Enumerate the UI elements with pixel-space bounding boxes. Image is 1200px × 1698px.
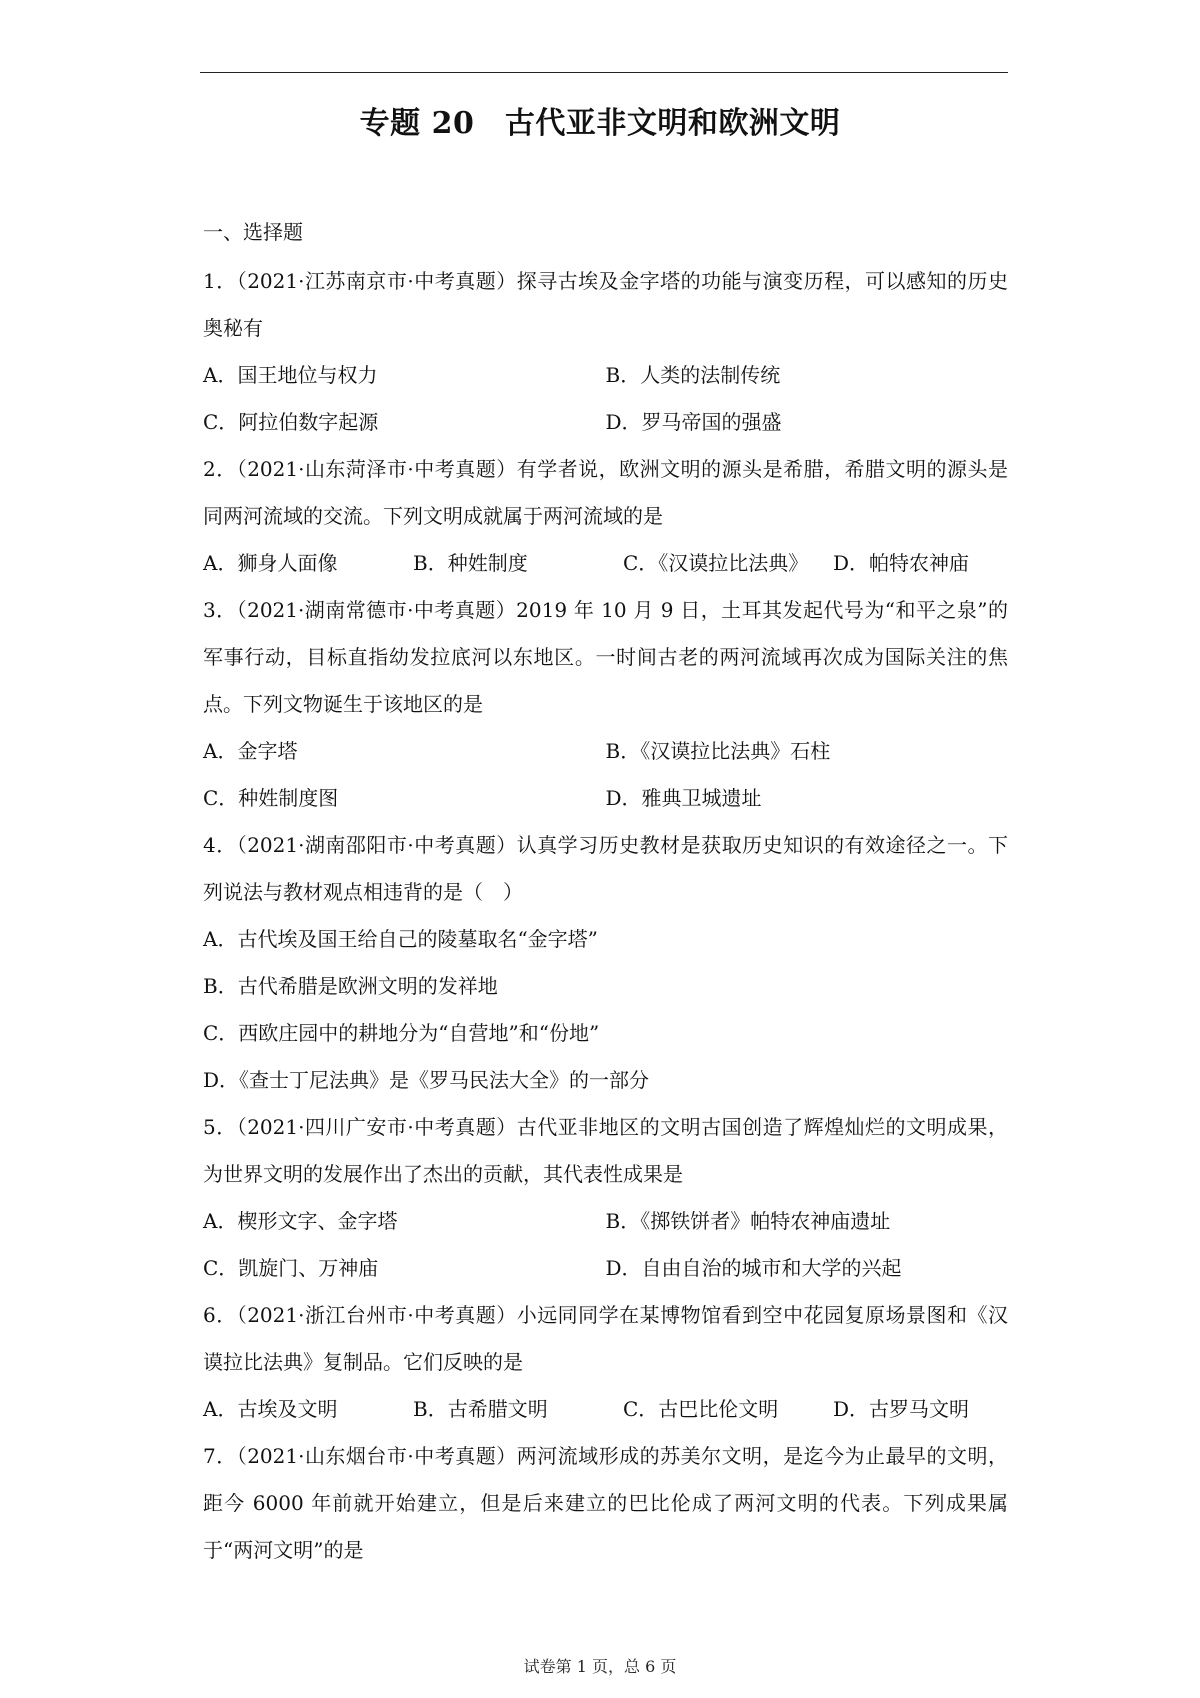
option-a: A．金字塔 [203, 739, 298, 763]
question-4 [203, 822, 1008, 1104]
options [203, 728, 1008, 822]
option-b: B．种姓制度 [413, 551, 528, 575]
option-d: D．自由自治的城市和大学的兴起 [605, 1256, 902, 1280]
options [203, 352, 1008, 446]
options [203, 540, 1008, 587]
options [203, 1386, 1008, 1433]
option-b: B．《汉谟拉比法典》石柱 [605, 739, 831, 763]
option-c: C．种姓制度图 [203, 786, 339, 810]
option-a: A．古埃及文明 [203, 1397, 338, 1421]
option-a: A．国王地位与权力 [203, 363, 378, 387]
document-body [203, 218, 1008, 1574]
option-c: C．凯旋门、万神庙 [203, 1256, 379, 1280]
option-c: C．西欧庄园中的耕地分为“自营地”和“份地” [203, 1021, 600, 1045]
section-header: 一、选择题 [203, 220, 303, 244]
options [203, 916, 1008, 1104]
option-b: B．古希腊文明 [413, 1397, 548, 1421]
option-b: B．《掷铁饼者》帕特农神庙遗址 [605, 1209, 891, 1233]
question-2 [203, 446, 1008, 587]
question-stem: 3．（2021·湖南常德市·中考真题）2019 年 10 月 9 日，土耳其发起代号为“和平之泉”的军事行动，目标直指幼发拉底河以东地区。一时间古老的两河流域再次成为国际关注的焦点。下列文物诞生于该地区的是 [203, 598, 1008, 716]
option-d: D．帕特农神庙 [833, 551, 970, 575]
page-footer: 试卷第 1 页，总 6 页 [523, 1657, 677, 1676]
option-d: D．《查士丁尼法典》是《罗马民法大全》的一部分 [203, 1068, 650, 1092]
question-7 [203, 1433, 1008, 1574]
question-stem: 2．（2021·山东菏泽市·中考真题）有学者说，欧洲文明的源头是希腊，希腊文明的源头是同两河流域的交流。下列文明成就属于两河流域的是 [203, 457, 1008, 528]
option-c: C．古巴比伦文明 [623, 1397, 779, 1421]
question-5 [203, 1104, 1008, 1292]
option-a: A．狮身人面像 [203, 551, 338, 575]
option-b: B．古代希腊是欧洲文明的发祥地 [203, 974, 498, 998]
option-c: C．阿拉伯数字起源 [203, 410, 379, 434]
question-6 [203, 1292, 1008, 1433]
option-d: D．雅典卫城遗址 [605, 786, 762, 810]
question-stem: 7．（2021·山东烟台市·中考真题）两河流域形成的苏美尔文明，是迄今为止最早的文明，距今 6000 年前就开始建立，但是后来建立的巴比伦成了两河文明的代表。下列成果属于“两河文明”的是 [203, 1444, 1008, 1562]
question-stem: 6．（2021·浙江台州市·中考真题）小远同同学在某博物馆看到空中花园复原场景图和《汉谟拉比法典》复制品。它们反映的是 [203, 1303, 1008, 1374]
option-d: D．罗马帝国的强盛 [605, 410, 782, 434]
header-rule [200, 72, 1008, 73]
document-title: 专题 20 古代亚非文明和欧洲文明 [359, 106, 841, 141]
option-a: A．楔形文字、金字塔 [203, 1209, 398, 1233]
question-3 [203, 587, 1008, 822]
question-stem: 1．（2021·江苏南京市·中考真题）探寻古埃及金字塔的功能与演变历程，可以感知的历史奥秘有 [203, 269, 1008, 340]
question-stem: 5．（2021·四川广安市·中考真题）古代亚非地区的文明古国创造了辉煌灿烂的文明成果，为世界文明的发展作出了杰出的贡献，其代表性成果是 [203, 1115, 1008, 1186]
option-c: C．《汉谟拉比法典》 [623, 551, 809, 575]
option-d: D．古罗马文明 [833, 1397, 970, 1421]
option-a: A．古代埃及国王给自己的陵墓取名“金字塔” [203, 927, 598, 951]
option-b: B．人类的法制传统 [605, 363, 781, 387]
options [203, 1198, 1008, 1292]
question-1 [203, 258, 1008, 446]
question-stem: 4．（2021·湖南邵阳市·中考真题）认真学习历史教材是获取历史知识的有效途径之一。下列说法与教材观点相违背的是（ ） [203, 833, 1008, 904]
